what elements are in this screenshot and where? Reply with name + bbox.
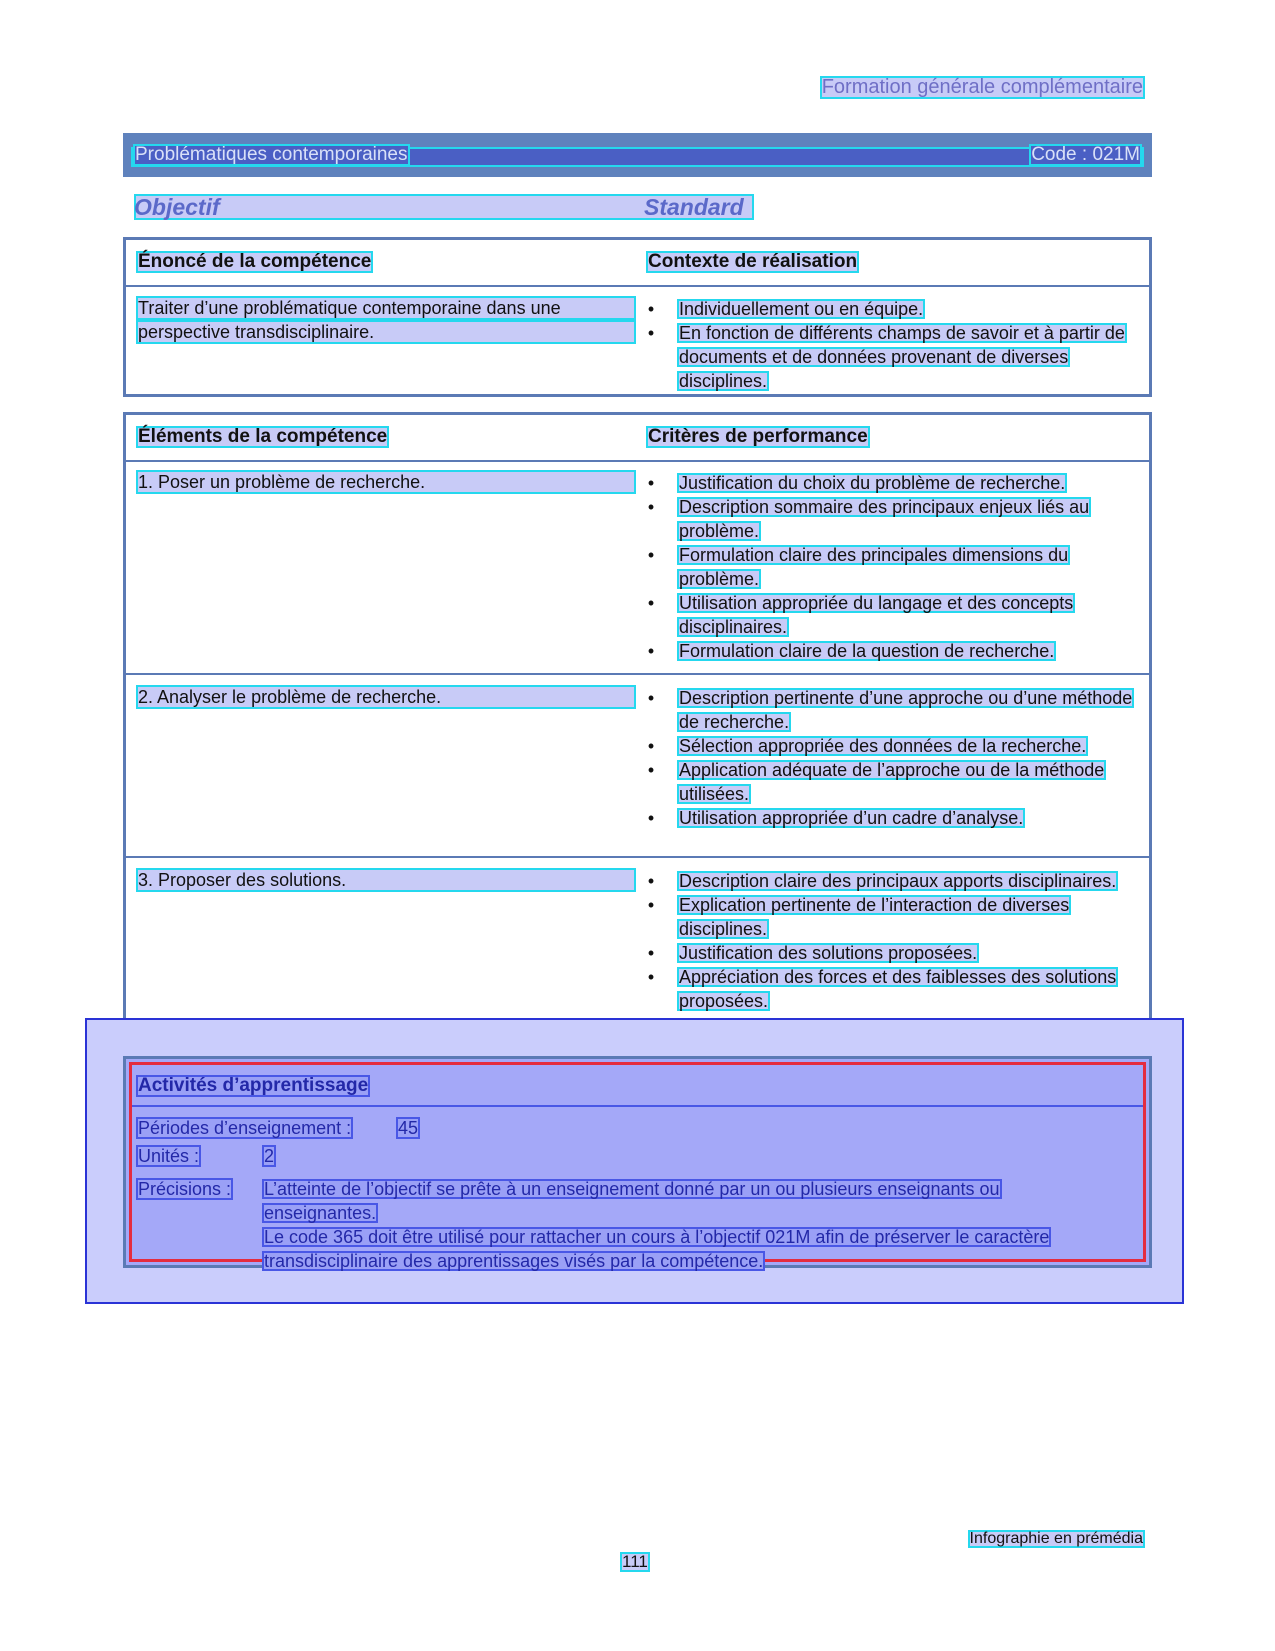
elements-table-header bbox=[126, 415, 1149, 462]
periods-value: 45 bbox=[398, 1118, 419, 1138]
context-header: Contexte de réalisation bbox=[648, 251, 858, 272]
standard-label: Standard bbox=[644, 194, 744, 220]
course-title-bar bbox=[123, 133, 1152, 177]
activities-box bbox=[123, 1056, 1152, 1271]
statement-header: Énoncé de la compétence bbox=[138, 251, 372, 272]
document-header-title: Formation générale complémentaire bbox=[821, 76, 1143, 98]
bullet-icon: • bbox=[647, 641, 655, 661]
competence-table bbox=[123, 237, 1152, 397]
competence-statement bbox=[136, 296, 636, 344]
list-item: • Justification du choix du problème de recherche. bbox=[647, 473, 1066, 493]
bullet-icon: • bbox=[647, 943, 655, 963]
bullet-icon: • bbox=[647, 871, 655, 891]
course-title: Problématiques contemporaines bbox=[135, 144, 408, 165]
list-item: • Formulation claire de la question de recherche. bbox=[647, 641, 1055, 661]
element-text: 1. Poser un problème de recherche. bbox=[136, 470, 636, 494]
activities-header bbox=[132, 1065, 1143, 1107]
criteria-header: Critères de performance bbox=[648, 426, 868, 447]
bullet-icon: • bbox=[647, 299, 655, 319]
table-row bbox=[126, 856, 1149, 1038]
list-item: • Explication pertinente de l’interaction de diverses disciplines. bbox=[647, 895, 1070, 939]
statement-line: perspective transdisciplinaire. bbox=[136, 320, 636, 344]
list-item: • Utilisation appropriée du langage et des concepts disciplinaires. bbox=[647, 593, 1074, 637]
precision-paragraph: L’atteinte de l’objectif se prête à un enseignement donné par un ou plusieurs enseignants ou enseignantes. bbox=[264, 1179, 1000, 1223]
bullet-icon: • bbox=[647, 473, 655, 493]
list-item: • Formulation claire des principales dimensions du problème. bbox=[647, 545, 1069, 589]
list-item: • Description sommaire des principaux enjeux liés au problème. bbox=[647, 497, 1090, 541]
criteria-list bbox=[646, 686, 1136, 830]
bullet-icon: • bbox=[647, 688, 655, 708]
list-item: • Justification des solutions proposées. bbox=[647, 943, 978, 963]
list-item: • Description claire des principaux apports disciplinaires. bbox=[647, 871, 1117, 891]
units-value: 2 bbox=[264, 1146, 275, 1166]
list-item: • En fonction de différents champs de savoir et à partir de documents et de données provenant de diverses disciplines. bbox=[647, 323, 1125, 391]
units-label: Unités : bbox=[138, 1146, 200, 1166]
competence-table-header bbox=[126, 240, 1149, 287]
context-list bbox=[646, 297, 1136, 393]
table-row bbox=[126, 673, 1149, 858]
objective-standard-row bbox=[134, 194, 754, 220]
list-item: • Sélection appropriée des données de la recherche. bbox=[647, 736, 1087, 756]
bullet-icon: • bbox=[647, 323, 655, 343]
bullet-icon: • bbox=[647, 760, 655, 780]
periods-label: Périodes d’enseignement : bbox=[138, 1118, 352, 1138]
footer-program: Infographie en prémédia bbox=[969, 1530, 1143, 1547]
activities-title: Activités d’apprentissage bbox=[138, 1075, 369, 1096]
criteria-list bbox=[646, 869, 1136, 1013]
list-item: • Individuellement ou en équipe. bbox=[647, 299, 924, 319]
precision-paragraph: Le code 365 doit être utilisé pour rattacher un cours à l’objectif 021M afin de préserver le caractère transdisciplinaire des apprentissages visés par la compétence. bbox=[264, 1227, 1050, 1271]
list-item: • Utilisation appropriée d’un cadre d’analyse. bbox=[647, 808, 1024, 828]
bullet-icon: • bbox=[647, 545, 655, 565]
precisions-label: Précisions : bbox=[138, 1179, 232, 1199]
bullet-icon: • bbox=[647, 967, 655, 987]
page-number: 111 bbox=[622, 1552, 648, 1571]
bullet-icon: • bbox=[647, 895, 655, 915]
statement-line: Traiter d’une problématique contemporaine dans une bbox=[136, 296, 636, 320]
course-code: Code : 021M bbox=[1031, 144, 1140, 165]
element-text: 3. Proposer des solutions. bbox=[136, 868, 636, 892]
elements-table bbox=[123, 412, 1152, 1040]
bullet-icon: • bbox=[647, 497, 655, 517]
element-text: 2. Analyser le problème de recherche. bbox=[136, 685, 636, 709]
criteria-list bbox=[646, 471, 1136, 663]
list-item: • Appréciation des forces et des faiblesses des solutions proposées. bbox=[647, 967, 1117, 1011]
activities-selection-frame bbox=[129, 1062, 1146, 1271]
list-item: • Description pertinente d’une approche ou d’une méthode de recherche. bbox=[647, 688, 1133, 732]
table-row bbox=[126, 460, 1149, 673]
objective-label: Objectif bbox=[134, 194, 220, 220]
elements-header: Éléments de la compétence bbox=[138, 426, 388, 447]
list-item: • Application adéquate de l’approche ou de la méthode utilisées. bbox=[647, 760, 1105, 804]
bullet-icon: • bbox=[647, 808, 655, 828]
precisions-text bbox=[262, 1177, 1112, 1273]
bullet-icon: • bbox=[647, 736, 655, 756]
bullet-icon: • bbox=[647, 593, 655, 613]
